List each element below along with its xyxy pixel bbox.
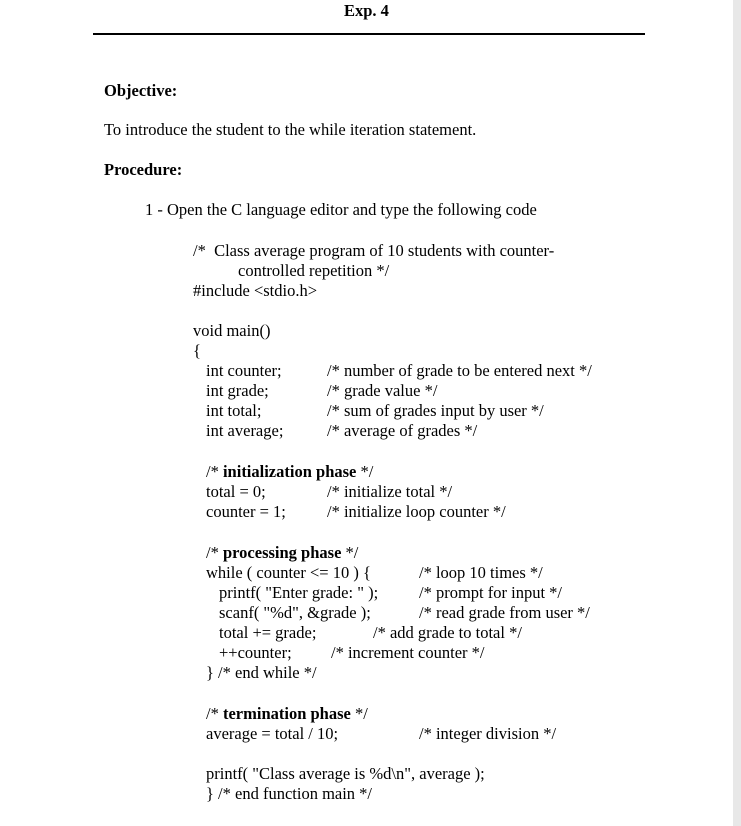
code-processing-heading: /* processing phase */: [206, 543, 359, 562]
code-increment: ++counter;: [219, 643, 292, 662]
code-while-comment: /* loop 10 times */: [419, 563, 543, 582]
code-termination-heading: /* termination phase */: [206, 704, 368, 723]
page-title: Exp. 4: [344, 1, 389, 20]
code-end-main: } /* end function main */: [206, 784, 373, 803]
code-init-total-comment: /* initialize total */: [327, 482, 453, 501]
code-init-total: total = 0;: [206, 482, 266, 501]
code-decl-counter: int counter;: [206, 361, 282, 380]
code-decl-counter-comment: /* number of grade to be entered next */: [327, 361, 592, 380]
code-printf-prompt-comment: /* prompt for input */: [419, 583, 562, 602]
code-end-while: } /* end while */: [206, 663, 317, 682]
code-decl-grade: int grade;: [206, 381, 269, 400]
code-total-add: total += grade;: [219, 623, 317, 642]
code-comment-line-2: controlled repetition */: [238, 261, 390, 280]
code-comment-line-1: /* Class average program of 10 students with counter-: [193, 241, 555, 260]
code-scanf-comment: /* read grade from user */: [419, 603, 590, 622]
title-divider: [93, 33, 645, 35]
code-main-signature: void main(): [193, 321, 271, 340]
code-printf-result: printf( "Class average is %d\n", average );: [206, 764, 485, 783]
objective-text: To introduce the student to the while iteration statement.: [104, 120, 477, 139]
code-init-counter: counter = 1;: [206, 502, 286, 521]
code-total-add-comment: /* add grade to total */: [373, 623, 522, 642]
code-decl-average: int average;: [206, 421, 284, 440]
code-average: average = total / 10;: [206, 724, 339, 743]
procedure-heading: Procedure:: [104, 160, 183, 179]
code-while: while ( counter <= 10 ) {: [206, 563, 371, 582]
code-init-counter-comment: /* initialize loop counter */: [327, 502, 506, 521]
code-decl-total: int total;: [206, 401, 262, 420]
code-average-comment: /* integer division */: [419, 724, 557, 743]
code-init-heading: /* initialization phase */: [206, 462, 374, 481]
code-open-brace: {: [193, 341, 201, 360]
procedure-step-1: 1 - Open the C language editor and type the following code: [145, 200, 537, 219]
code-scanf: scanf( "%d", &grade );: [219, 603, 371, 622]
code-increment-comment: /* increment counter */: [331, 643, 485, 662]
code-decl-grade-comment: /* grade value */: [327, 381, 438, 400]
code-decl-average-comment: /* average of grades */: [327, 421, 478, 440]
code-decl-total-comment: /* sum of grades input by user */: [327, 401, 544, 420]
objective-heading: Objective:: [104, 81, 178, 100]
code-include: #include <stdio.h>: [193, 281, 318, 300]
code-printf-prompt: printf( "Enter grade: " );: [219, 583, 379, 602]
page-edge: [733, 0, 741, 826]
